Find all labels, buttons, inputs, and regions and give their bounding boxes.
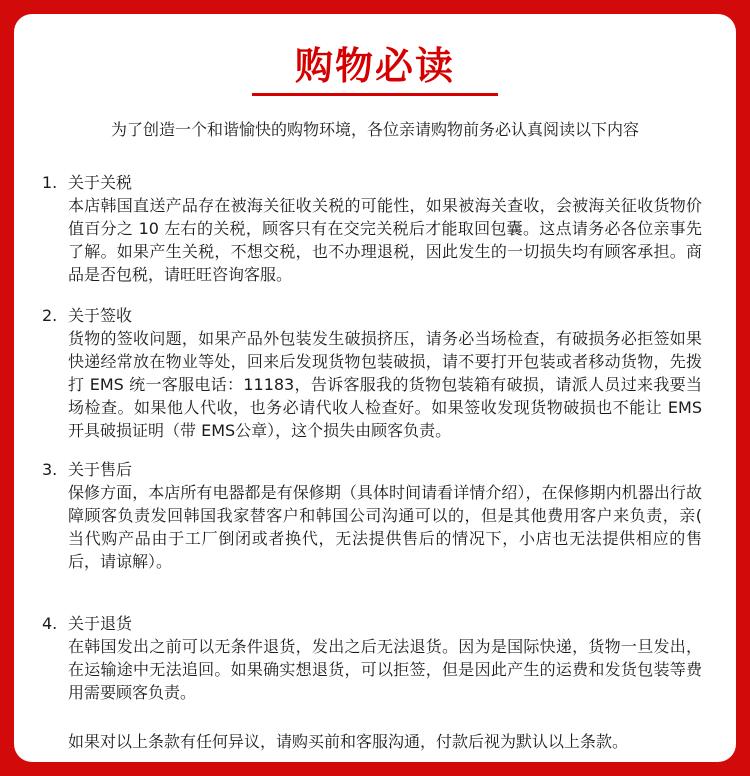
section-after-sales — [42, 458, 702, 573]
section-title: 关于退货 — [68, 614, 133, 633]
notice-card — [14, 14, 736, 762]
section-heading — [42, 304, 702, 327]
section-receipt — [42, 304, 702, 442]
section-number: 4. — [42, 614, 58, 633]
section-customs — [42, 171, 702, 286]
section-title: 关于关税 — [68, 173, 133, 192]
section-title: 关于签收 — [68, 306, 133, 325]
section-returns — [42, 612, 702, 704]
footer-note: 如果对以上条款有任何异议，请购买前和客服沟通，付款后视为默认以上条款。 — [68, 732, 629, 751]
section-body: 保修方面，本店所有电器都是有保修期（具体时间请看详情介绍），在保修期内机器出行故障顾客负责发回韩国我家替客户和韩国公司沟通可以的，但是其他费用客户来负责，亲( 当代购产品由于工厂倒闭或者换代，无法提供售后的情况下，小店也无法提供相应的售后，请谅解）。 — [68, 483, 702, 571]
section-body: 在韩国发出之前可以无条件退货，发出之后无法退货。因为是国际快递，货物一旦发出，在运输途中无法追回。如果确实想退货，可以拒签，但是因此产生的运费和发货包装等费用需要顾客负责。 — [68, 637, 702, 702]
section-heading — [42, 612, 702, 635]
section-number: 2. — [42, 306, 58, 325]
page-title: 购物必读 — [294, 44, 455, 88]
section-number: 3. — [42, 460, 58, 479]
intro-text: 为了创造一个和谐愉快的购物环境，各位亲请购物前务必认真阅读以下内容 — [110, 120, 639, 139]
section-heading — [42, 171, 702, 194]
section-heading — [42, 458, 702, 481]
title-underline — [252, 93, 498, 96]
section-body: 货物的签收问题，如果产品外包装发生破损挤压，请务必当场检查，有破损务必拒签如果快递经常放在物业等处，回来后发现货物包装破损，请不要打开包装或者移动货物，先拨打 EMS 统一客服电话：11183，告诉客服我的货物包装箱有破损，请派人员过来我要当场检查。如果他人代收，也务必请代收人检查好。如果签收发现货物破损也不能让 EMS 开具破损证明（带 EMS公章），这个损失由顾客负责。 — [68, 329, 702, 440]
section-number: 1. — [42, 173, 58, 192]
section-body: 本店韩国直送产品存在被海关征收关税的可能性，如果被海关查收，会被海关征收货物价值百分之 10 左右的关税，顾客只有在交完关税后才能取回包囊。这点请务必各位亲事先了解。如果产生关税，不想交税，也不办理退税，因此发生的一切损失均有顾客承担。商品是否包税，请旺旺咨询客服。 — [68, 196, 702, 284]
section-title: 关于售后 — [68, 460, 133, 479]
